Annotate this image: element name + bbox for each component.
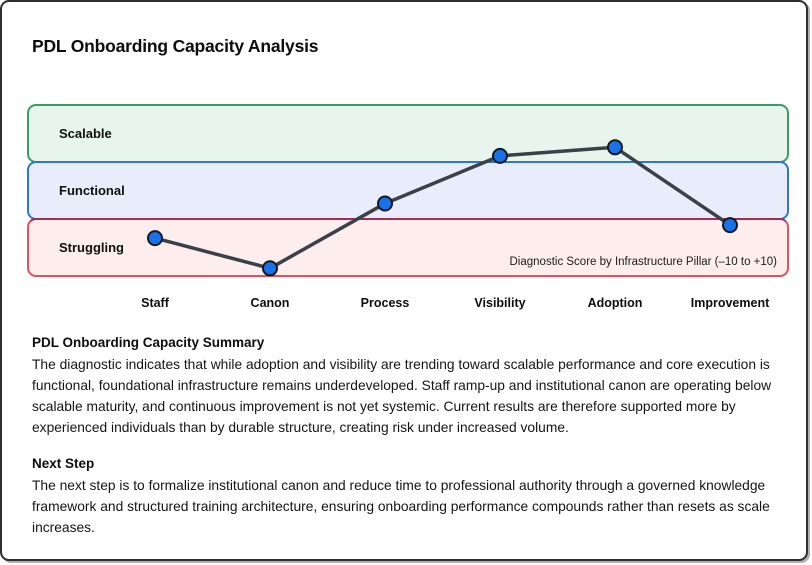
x-axis-label-visibility: Visibility <box>474 296 526 310</box>
x-axis-label-improvement: Improvement <box>690 296 770 310</box>
band-scalable-label: Scalable <box>59 126 112 141</box>
band-functional-label: Functional <box>59 183 125 198</box>
data-point <box>263 261 277 275</box>
x-axis-label-adoption: Adoption <box>587 296 643 310</box>
data-point <box>148 231 162 245</box>
x-axis-label-staff: Staff <box>141 296 169 310</box>
data-point <box>608 140 622 154</box>
x-axis-labels <box>27 296 789 312</box>
summary-heading: PDL Onboarding Capacity Summary <box>32 335 265 350</box>
next-step-section <box>32 456 784 538</box>
x-axis-label-canon: Canon <box>250 296 290 310</box>
summary-section <box>32 335 784 438</box>
capacity-chart <box>27 104 789 277</box>
chart-subtitle: Diagnostic Score by Infrastructure Pillar (–10 to +10) <box>509 256 777 268</box>
page-title: PDL Onboarding Capacity Analysis <box>32 36 319 56</box>
summary-body: The diagnostic indicates that while adoption and visibility are trending toward scalable performance and core execution is functional, foundational infrastructure remains underdeveloped. Staff ramp-up and institutional canon are operating below scalable maturity, and continuous improvement is not yet systemic. Current results are therefore supported more by experienced individuals than by durable structure, creating risk under increased volume. <box>32 357 772 435</box>
data-point <box>378 197 392 211</box>
x-axis-label-process: Process <box>360 296 410 310</box>
data-point <box>493 149 507 163</box>
next-step-heading: Next Step <box>32 456 95 471</box>
band-struggling-label: Struggling <box>59 240 124 255</box>
trend-line <box>155 147 730 268</box>
next-step-body: The next step is to formalize institutional canon and reduce time to professional authority through a governed knowledge framework and structured training architecture, ensuring onboarding performance compounds rather than resets as scale increases. <box>32 478 770 535</box>
data-point <box>723 218 737 232</box>
chart-line-layer <box>27 104 789 277</box>
